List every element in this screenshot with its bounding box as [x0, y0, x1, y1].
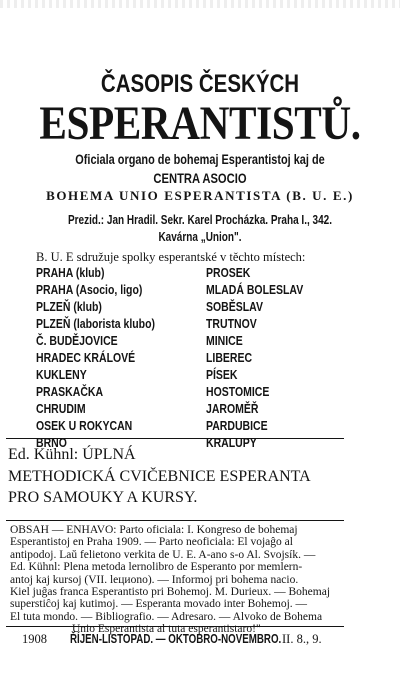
associations-intro: B. U. E sdružuje spolky esperantské v těchto místech: [36, 250, 306, 264]
city-item: PRAHA (Asocio, ligo) [36, 283, 143, 297]
city-item: PLZEŇ (klub) [36, 300, 102, 314]
city-item: KUKLENY [36, 368, 87, 382]
presidium-line-1: Prezid.: Jan Hradil. Sekr. Karel Procházka. Praha I., 342. [67, 213, 333, 227]
footer-issue: ŘÍJEN-LISTOPAD. — OKTOBRO-NOVEMBRO. [70, 632, 282, 646]
divider [6, 626, 344, 627]
book-ad-line-3: PRO SAMOUKY A KURSY. [8, 489, 198, 506]
contents-line: Kiel juĝas franca Esperantisto pri Bohemoj. M. Durieux. — Bohemaj [10, 586, 331, 599]
footer-volume: II. 8., 9. [282, 632, 322, 646]
city-item: CHRUDIM [36, 402, 86, 416]
city-item: MLADÁ BOLESLAV [206, 283, 304, 297]
cities-right-column [206, 266, 322, 453]
book-ad-line-2: METHODICKÁ CVIČEBNICE ESPERANTA [8, 468, 311, 485]
subtitle-line-2: CENTRA ASOCIO [153, 170, 247, 186]
city-item: JAROMĚŘ [206, 402, 259, 416]
title-line-2: ESPERANTISTŮ. [39, 97, 361, 150]
city-item: SOBĚSLAV [206, 300, 263, 314]
divider [6, 438, 344, 439]
city-item: PÍSEK [206, 368, 238, 382]
city-item: Č. BUDĚJOVICE [36, 334, 118, 348]
city-item: LIBEREC [206, 351, 253, 365]
cities-left-column [36, 266, 178, 453]
city-item: BRNO [36, 436, 67, 450]
city-item: HOSTOMICE [206, 385, 270, 399]
divider [6, 520, 344, 521]
contents-line: antipodoj. Laŭ felietono verkita de U. E. A-ano s-o Al. Svojsík. — [10, 548, 316, 561]
city-item: TRUTNOV [206, 317, 257, 331]
city-item: MINICE [206, 334, 243, 348]
subtitle-line-3: BOHEMA UNIO ESPERANTISTA (B. U. E.) [46, 188, 354, 203]
city-item: KRALUPY [206, 436, 257, 450]
city-item: PROSEK [206, 266, 251, 280]
torn-page-edge [0, 0, 400, 8]
contents-line: Unio Esperantista al tuta esperantistaro!" [72, 623, 261, 636]
city-item: PARDUBICE [206, 419, 268, 433]
subtitle-line-1: Oficiala organo de bohemaj Esperantistoj kaj de [75, 151, 325, 167]
contents-line: superstiĉoj kaj kutimoj. — Esperanta movado inter Bohemoj. — [10, 598, 308, 611]
contents-line: Ed. Kühnl: Plena metoda lernolibro de Esperanto por memlern- [10, 561, 303, 574]
city-item: OSEK U ROKYCAN [36, 419, 133, 433]
table-of-contents [10, 524, 342, 636]
city-item: PRAHA (klub) [36, 266, 105, 280]
book-ad-line-1: Ed. Kühnl: ÚPLNÁ [8, 446, 136, 463]
city-item: PLZEŇ (laborista klubo) [36, 317, 156, 331]
contents-line: Esperantistoj en Praha 1909. — Parto neoficiala: El vojaĝo al [10, 536, 293, 549]
contents-line: OBSAH — ENHAVO: Parto oficiala: I. Kongreso de bohemaj [10, 524, 298, 536]
city-item: HRADEC KRÁLOVÉ [36, 351, 136, 365]
contents-line: antoj kaj kursoj (VII. lециono). — Informoj pri bohema nacio. [10, 573, 299, 586]
city-item: PRASKAČKA [36, 385, 104, 399]
title-line-1: ČASOPIS ČESKÝCH [100, 70, 300, 98]
presidium-line-2: Kavárna „Union". [158, 230, 242, 244]
contents-line: El tuta mondo. — Bibliografio. — Adresaro. — Alvoko de Bohema [10, 610, 323, 623]
footer-year: 1908 [22, 632, 47, 646]
